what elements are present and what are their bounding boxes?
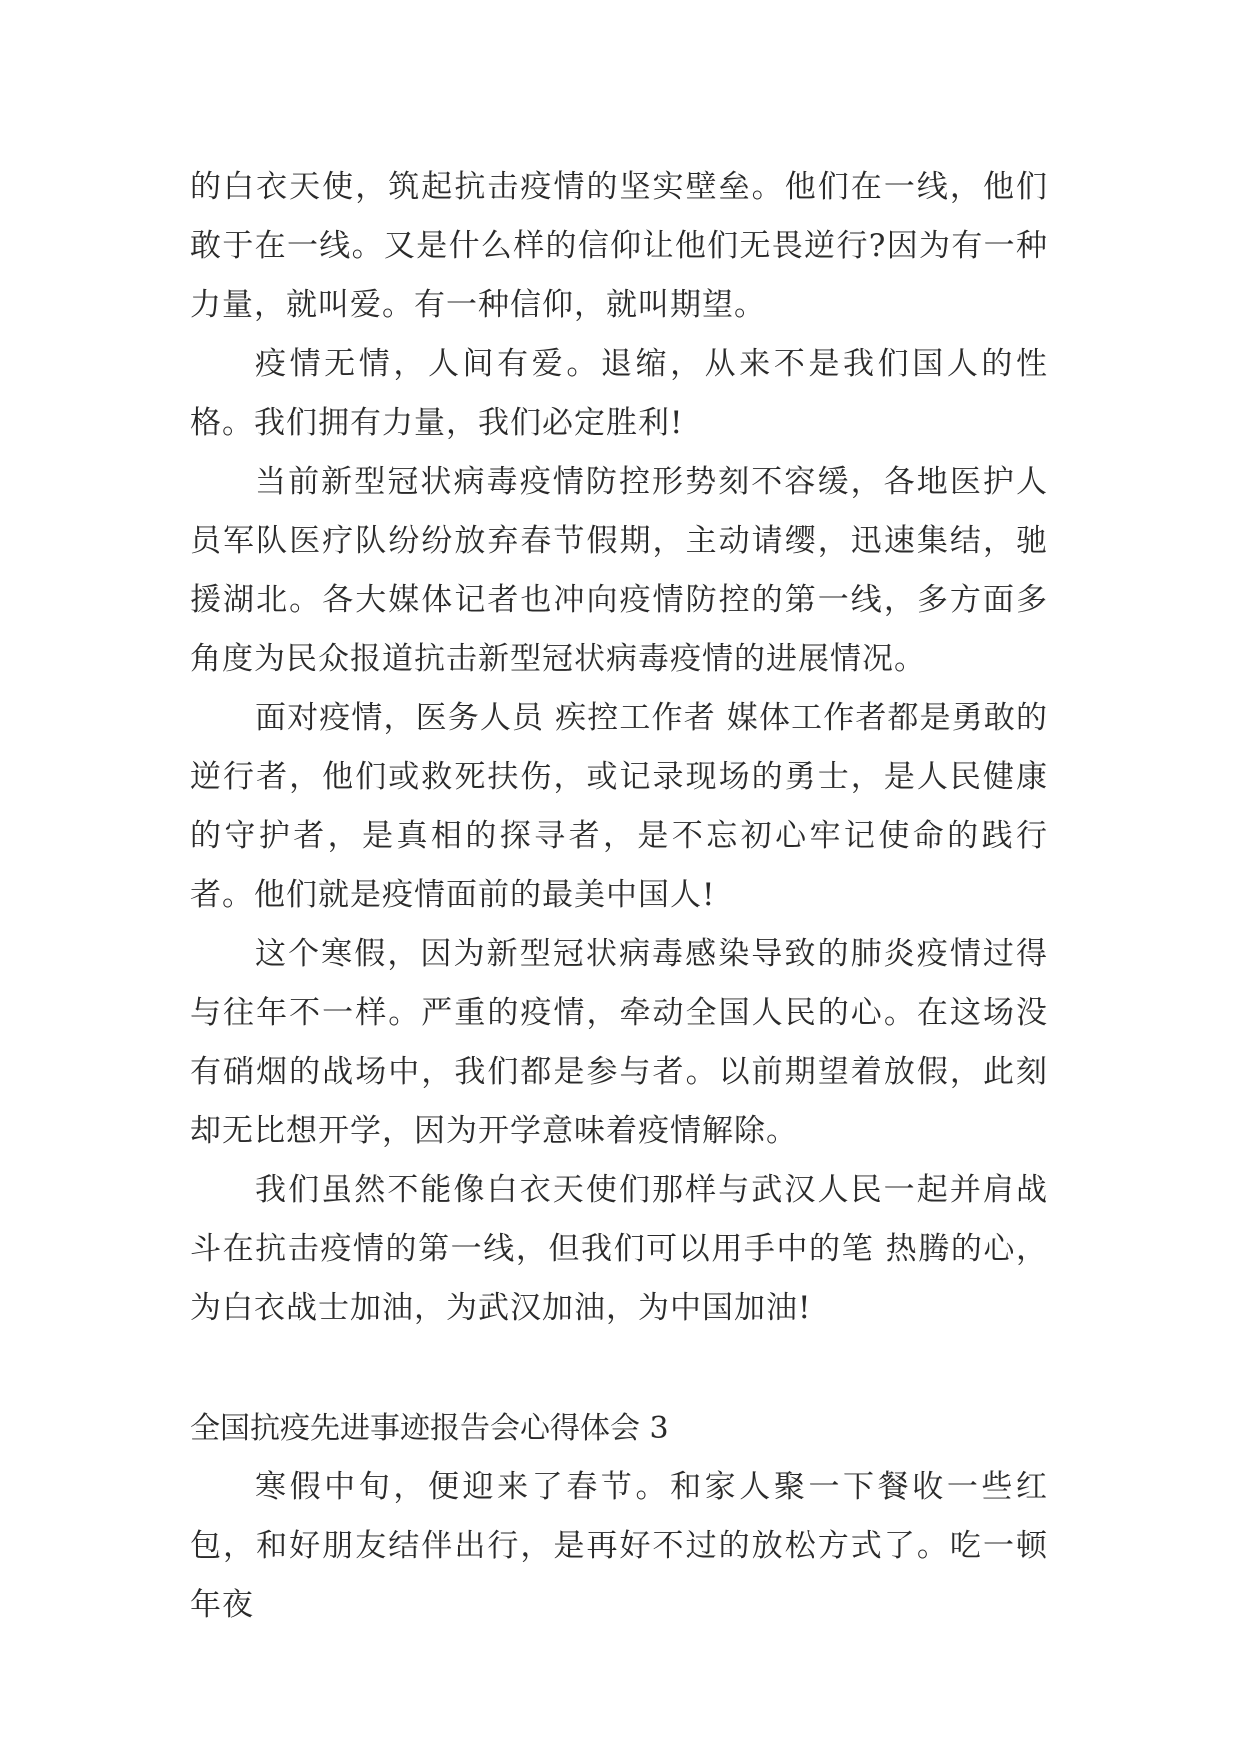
paragraph-3: 当前新型冠状病毒疫情防控形势刻不容缓，各地医护人员军队医疗队纷纷放弃春节假期，主动请缨，迅速集结，驰援湖北。各大媒体记者也冲向疫情防控的第一线，多方面多角度为民众报道抗击新型冠状病毒疫情的进展情况。	[190, 464, 1048, 677]
paragraph-1: 的白衣天使，筑起抗击疫情的坚实壁垒。他们在一线，他们敢于在一线。又是什么样的信仰让他们无畏逆行?因为有一种力量，就叫爱。有一种信仰，就叫期望。	[190, 169, 1048, 323]
document-body	[190, 158, 1048, 1635]
paragraph-4: 面对疫情，医务人员 疾控工作者 媒体工作者都是勇敢的逆行者，他们或救死扶伤，或记录现场的勇士，是人民健康的守护者，是真相的探寻者，是不忘初心牢记使命的践行者。他们就是疫情面前的最美中国人!	[190, 700, 1048, 913]
paragraph-2: 疫情无情，人间有爱。退缩，从来不是我们国人的性格。我们拥有力量，我们必定胜利!	[190, 346, 1048, 441]
section-heading: 全国抗疫先进事迹报告会心得体会 3	[190, 1411, 669, 1446]
paragraph-6: 我们虽然不能像白衣天使们那样与武汉人民一起并肩战斗在抗击疫情的第一线，但我们可以用手中的笔 热腾的心，为白衣战士加油，为武汉加油，为中国加油!	[190, 1172, 1048, 1326]
paragraph-5: 这个寒假，因为新型冠状病毒感染导致的肺炎疫情过得与往年不一样。严重的疫情，牵动全国人民的心。在这场没有硝烟的战场中，我们都是参与者。以前期望着放假，此刻却无比想开学，因为开学意味着疫情解除。	[190, 936, 1048, 1149]
paragraph-7: 寒假中旬，便迎来了春节。和家人聚一下餐收一些红包，和好朋友结伴出行，是再好不过的放松方式了。吃一顿年夜	[190, 1469, 1048, 1623]
